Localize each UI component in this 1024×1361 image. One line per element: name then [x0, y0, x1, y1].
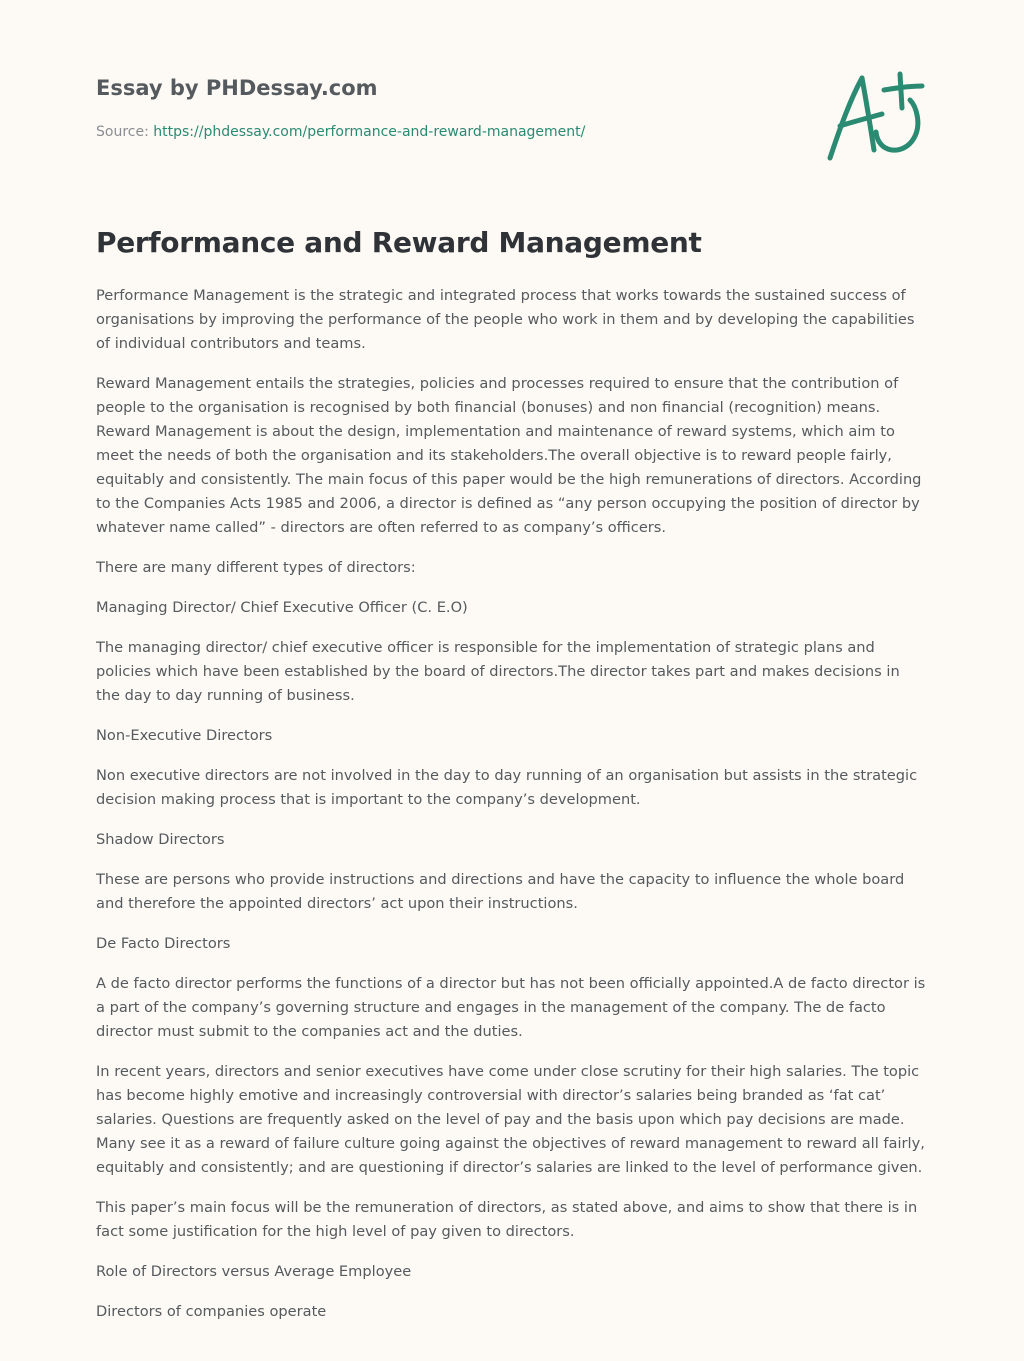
- paragraph: In recent years, directors and senior executives have come under close scrutiny for their high salaries. The topic has become highly emotive and increasingly controversial with director’s salaries being branded as ‘fat cat’ salaries. Questions are frequently asked on the level of pay and the basis upon which pay decisions are made. Many see it as a reward of failure culture going against the objectives of reward management to reward all fairly, equitably and consistently; and are questioning if director’s salaries are linked to the level of performance given.: [96, 1063, 925, 1176]
- paragraph: There are many different types of directors:: [96, 559, 416, 576]
- source-line: [96, 124, 585, 140]
- document-title: Performance and Reward Management: [96, 226, 702, 259]
- a-plus-grade-icon: [818, 64, 930, 168]
- paragraph: Non executive directors are not involved in the day to day running of an organisation but assists in the strategic decision making process that is important to the company’s development.: [96, 767, 918, 808]
- section-heading: Managing Director/ Chief Executive Officer (C. E.O): [96, 599, 468, 616]
- section-heading: Shadow Directors: [96, 831, 225, 848]
- paragraph: This paper’s main focus will be the remuneration of directors, as stated above, and aims to show that there is in fact some justification for the high level of pay given to directors.: [96, 1199, 918, 1240]
- source-label: Source:: [96, 124, 149, 140]
- paragraph: Performance Management is the strategic and integrated process that works towards the sustained success of organisations by improving the performance of the people who work in them and by developing the capabilities of individual contributors and teams.: [96, 287, 915, 352]
- section-heading: Non-Executive Directors: [96, 727, 273, 744]
- source-link[interactable]: https://phdessay.com/performance-and-reward-management/: [153, 124, 586, 140]
- document-body: [96, 284, 926, 1340]
- site-title: Essay by PHDessay.com: [96, 76, 378, 100]
- paragraph: These are persons who provide instructions and directions and have the capacity to influence the whole board and therefore the appointed directors’ act upon their instructions.: [96, 871, 905, 912]
- paragraph: Reward Management entails the strategies, policies and processes required to ensure that the contribution of people to the organisation is recognised by both financial (bonuses) and non financial (recognition) means. Reward Management is about the design, implementation and maintenance of reward systems, which aim to meet the needs of both the organisation and its stakeholders.The overall objective is to reward people fairly, equitably and consistently. The main focus of this paper would be the high remunerations of directors. According to the Companies Acts 1985 and 2006, a director is defined as “any person occupying the position of director by whatever name called” - directors are often referred to as company’s officers.: [96, 375, 922, 536]
- paragraph: Directors of companies operate: [96, 1303, 327, 1320]
- paragraph: The managing director/ chief executive officer is responsible for the implementation of strategic plans and policies which have been established by the board of directors.The director takes part and makes decisions in the day to day running of business.: [96, 639, 900, 704]
- section-heading: Role of Directors versus Average Employee: [96, 1263, 412, 1280]
- section-heading: De Facto Directors: [96, 935, 231, 952]
- paragraph: A de facto director performs the functions of a director but has not been officially appointed.A de facto director is a part of the company’s governing structure and engages in the management of the company. The de facto director must submit to the companies act and the duties.: [96, 975, 926, 1040]
